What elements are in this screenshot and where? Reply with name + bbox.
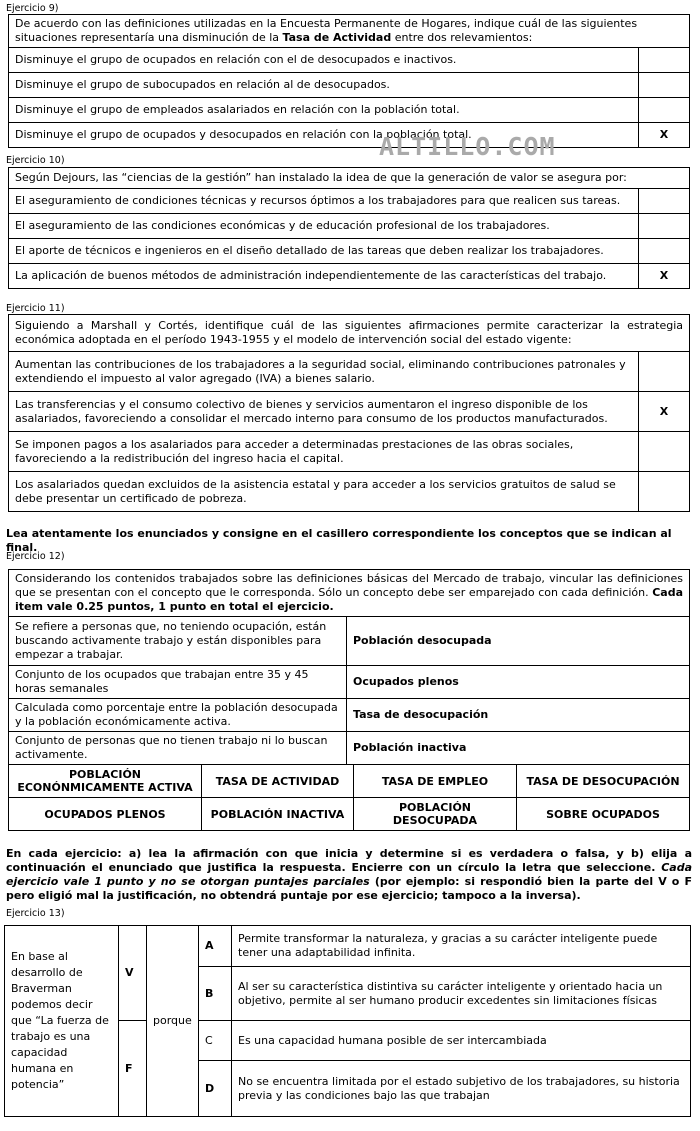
instruction-concepts: Lea atentamente los enunciados y consigne en el casillero correspondiente los conceptos que se indican al final. bbox=[6, 527, 672, 554]
exercise-10-table bbox=[8, 167, 690, 289]
option-row bbox=[9, 73, 690, 98]
answer-cell[interactable]: Ocupados plenos bbox=[347, 666, 690, 699]
match-row bbox=[9, 699, 690, 732]
exercise-9-table bbox=[8, 14, 690, 148]
concept-item: TASA DE EMPLEO bbox=[354, 765, 517, 798]
option-row bbox=[9, 392, 690, 432]
option-row bbox=[9, 432, 690, 472]
exercise-11-table bbox=[8, 314, 690, 512]
option-text: Las transferencias y el consumo colectivo de bienes y servicios aumentaron el ingreso disponible de los asalariados, favoreciendo a consolidar el mercado interno para consumo de los productos manufacturados. bbox=[9, 392, 639, 432]
option-text: Permite transformar la naturaleza, y gracias a su carácter inteligente puede tener una adaptabilidad infinita. bbox=[232, 926, 691, 967]
exercise-10-label: Ejercicio 10) bbox=[6, 155, 65, 166]
exercise-13-table bbox=[4, 925, 691, 1117]
answer-cell[interactable]: Población desocupada bbox=[347, 617, 690, 666]
answer-cell[interactable] bbox=[639, 472, 690, 512]
concept-item: SOBRE OCUPADOS bbox=[517, 798, 690, 831]
answer-cell[interactable] bbox=[639, 214, 690, 239]
answer-cell[interactable] bbox=[639, 48, 690, 73]
option-row bbox=[9, 239, 690, 264]
option-text: El aporte de técnicos e ingenieros en el diseño detallado de las tareas que deben realizar los trabajadores. bbox=[9, 239, 639, 264]
option-text: Disminuye el grupo de subocupados en relación al de desocupados. bbox=[9, 73, 639, 98]
option-row bbox=[9, 98, 690, 123]
option-text: No se encuentra limitada por el estado subjetivo de los trabajadores, su historia previa y las condiciones bajo las que trabajan bbox=[232, 1061, 691, 1117]
concept-item: OCUPADOS PLENOS bbox=[9, 798, 202, 831]
option-letter[interactable]: B bbox=[199, 967, 232, 1021]
option-text: Es una capacidad humana posible de ser intercambiada bbox=[232, 1021, 691, 1061]
concept-item: TASA DE ACTIVIDAD bbox=[202, 765, 354, 798]
option-text: La aplicación de buenos métodos de administración independientemente de las características del trabajo. bbox=[9, 264, 639, 289]
concept-item: TASA DE DESOCUPACIÓN bbox=[517, 765, 690, 798]
answer-cell[interactable] bbox=[639, 239, 690, 264]
false-option[interactable]: F bbox=[119, 1021, 147, 1117]
definition-text: Calculada como porcentaje entre la población desocupada y la población económicamente activa. bbox=[9, 699, 347, 732]
match-row bbox=[9, 732, 690, 765]
option-letter[interactable]: A bbox=[199, 926, 232, 967]
exercise-13-label: Ejercicio 13) bbox=[6, 908, 65, 919]
connector-text: porque bbox=[147, 926, 199, 1117]
concepts-table bbox=[8, 764, 690, 831]
definition-text: Conjunto de personas que no tienen trabajo ni lo buscan activamente. bbox=[9, 732, 347, 765]
exercise-10-statement: Según Dejours, las “ciencias de la gestión” han instalado la idea de que la generación de valor se asegura por: bbox=[9, 168, 690, 189]
concept-item: POBLACIÓN DESOCUPADA bbox=[354, 798, 517, 831]
exercise-9-label: Ejercicio 9) bbox=[6, 3, 59, 14]
option-row bbox=[9, 123, 690, 148]
option-text: El aseguramiento de las condiciones económicas y de educación profesional de los trabajadores. bbox=[9, 214, 639, 239]
option-text: Al ser su característica distintiva su carácter inteligente y orientado hacia un objetivo, permite al ser humano producir excedentes sin limitaciones físicas bbox=[232, 967, 691, 1021]
answer-cell[interactable]: Población inactiva bbox=[347, 732, 690, 765]
option-letter[interactable]: D bbox=[199, 1061, 232, 1117]
exercise-13-statement: En base al desarrollo de Braverman podemos decir que “La fuerza de trabajo es una capacidad humana en potencia” bbox=[5, 926, 119, 1117]
concept-item: POBLACIÓN INACTIVA bbox=[202, 798, 354, 831]
match-row bbox=[9, 666, 690, 699]
option-row bbox=[9, 189, 690, 214]
answer-cell[interactable] bbox=[639, 352, 690, 392]
option-text: Disminuye el grupo de ocupados y desocupados en relación con la población total. bbox=[9, 123, 639, 148]
option-letter[interactable]: C bbox=[199, 1021, 232, 1061]
answer-cell[interactable]: X bbox=[639, 123, 690, 148]
exercise-11-statement: Siguiendo a Marshall y Cortés, identifique cuál de las siguientes afirmaciones permite caracterizar la estrategia económica adoptada en el período 1943-1955 y el modelo de intervención social del estado vigente: bbox=[9, 315, 690, 352]
answer-cell[interactable] bbox=[639, 73, 690, 98]
option-text: Disminuye el grupo de ocupados en relación con el de desocupados e inactivos. bbox=[9, 48, 639, 73]
exercise-12-table bbox=[8, 569, 690, 765]
answer-cell[interactable] bbox=[639, 189, 690, 214]
option-text: El aseguramiento de condiciones técnicas y recursos óptimos a los trabajadores para que realicen sus tareas. bbox=[9, 189, 639, 214]
watermark: ALTILLO.COM bbox=[379, 132, 556, 161]
option-row bbox=[9, 48, 690, 73]
concept-item: POBLACIÓN ECONÓNMICAMENTE ACTIVA bbox=[9, 765, 202, 798]
answer-cell[interactable]: X bbox=[639, 392, 690, 432]
option-text: Disminuye el grupo de empleados asalariados en relación con la población total. bbox=[9, 98, 639, 123]
exercise-11-label: Ejercicio 11) bbox=[6, 303, 65, 314]
exercise-12-statement: Considerando los contenidos trabajados sobre las definiciones básicas del Mercado de trabajo, vincular las definiciones que se presentan con el concepto que le corresponda. Sólo un concepto debe ser emparejado con cada definición. Cada item vale 0.25 puntos, 1 punto en total el ejercicio. bbox=[9, 570, 690, 617]
true-option[interactable]: V bbox=[119, 926, 147, 1021]
definition-text: Se refiere a personas que, no teniendo ocupación, están buscando activamente trabajo y están disponibles para empezar a trabajar. bbox=[9, 617, 347, 666]
definition-text: Conjunto de los ocupados que trabajan entre 35 y 45 horas semanales bbox=[9, 666, 347, 699]
exercise-12-label: Ejercicio 12) bbox=[6, 551, 65, 562]
answer-cell[interactable]: X bbox=[639, 264, 690, 289]
option-row bbox=[9, 264, 690, 289]
option-text: Los asalariados quedan excluidos de la asistencia estatal y para acceder a los servicios gratuitos de salud se debe presentar un certificado de pobreza. bbox=[9, 472, 639, 512]
option-row bbox=[9, 472, 690, 512]
option-text: Se imponen pagos a los asalariados para acceder a determinadas prestaciones de las obras sociales, favoreciendo a la redistribución del ingreso hacia el capital. bbox=[9, 432, 639, 472]
answer-cell[interactable]: Tasa de desocupación bbox=[347, 699, 690, 732]
option-row bbox=[9, 352, 690, 392]
exercise-9-statement: De acuerdo con las definiciones utilizadas en la Encuesta Permanente de Hogares, indique cuál de las siguientes situaciones representaría una disminución de la Tasa de Actividad entre dos relevamientos: bbox=[9, 15, 690, 48]
match-row bbox=[9, 617, 690, 666]
answer-cell[interactable] bbox=[639, 98, 690, 123]
answer-cell[interactable] bbox=[639, 432, 690, 472]
instruction-true-false: En cada ejercicio: a) lea la afirmación con que inicia y determine si es verdadera o falsa, y b) elija a continuación el enunciado que justifica la respuesta. Encierre con un círculo la letra que seleccione. Cada ejercicio vale 1 punto y no se otorgan puntajes parciales (por ejemplo: si respondió bien la parte del V o F pero eligió mal la justificación, no obtendrá puntaje por ese ejercicio; tampoco a la inversa). bbox=[6, 847, 692, 902]
option-row bbox=[9, 214, 690, 239]
option-text: Aumentan las contribuciones de los trabajadores a la seguridad social, eliminando contribuciones patronales y extendiendo el impuesto al valor agregado (IVA) a bienes salario. bbox=[9, 352, 639, 392]
